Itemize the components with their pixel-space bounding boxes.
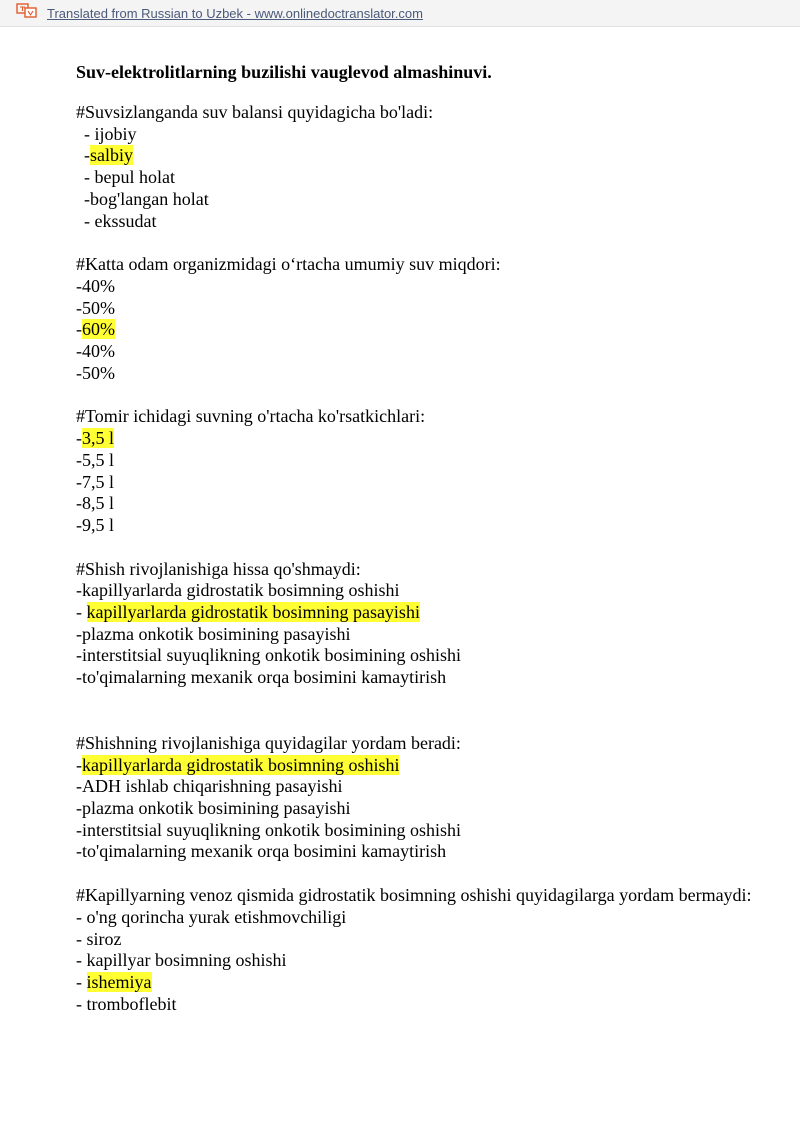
option-prefix: - bbox=[76, 341, 82, 362]
answer-option bbox=[76, 515, 776, 537]
answer-option bbox=[76, 820, 776, 842]
highlighted-answer-text: 60% bbox=[82, 319, 115, 340]
answer-option bbox=[76, 276, 776, 298]
option-prefix: - bbox=[76, 602, 87, 623]
option-text: interstitsial suyuqlikning onkotik bosimining oshishi bbox=[82, 645, 462, 666]
answer-option-correct bbox=[76, 972, 776, 994]
question-text: #Kapillyarning venoz qismida gidrostatik bosimning oshishi quyidagilarga yordam bermaydi: bbox=[76, 885, 752, 906]
highlighted-answer-text: ishemiya bbox=[86, 971, 152, 992]
answer-option bbox=[76, 950, 776, 972]
answer-option bbox=[76, 472, 776, 494]
option-text: o'ng qorincha yurak etishmovchiligi bbox=[86, 906, 347, 927]
answer-option bbox=[76, 841, 776, 863]
option-text: ekssudat bbox=[94, 210, 157, 231]
option-text: kapillyarlarda gidrostatik bosimning oshishi bbox=[82, 580, 400, 601]
option-prefix: - bbox=[76, 362, 82, 383]
option-prefix: - bbox=[76, 950, 87, 971]
question-block bbox=[76, 733, 776, 863]
option-prefix: - bbox=[76, 776, 82, 797]
answer-option bbox=[76, 189, 776, 211]
option-prefix: - bbox=[76, 971, 87, 992]
option-prefix: - bbox=[76, 623, 82, 644]
option-text: ADH ishlab chiqarishning pasayishi bbox=[82, 776, 343, 797]
option-text: 5,5 l bbox=[82, 449, 115, 470]
option-prefix: - bbox=[84, 145, 90, 166]
answer-option bbox=[76, 776, 776, 798]
answer-option-correct bbox=[76, 428, 776, 450]
option-prefix: - bbox=[76, 754, 82, 775]
option-text: tromboflebit bbox=[86, 993, 177, 1014]
question-text: #Shish rivojlanishiga hissa qo'shmaydi: bbox=[76, 558, 361, 579]
option-prefix: - bbox=[76, 493, 82, 514]
answer-option bbox=[76, 124, 776, 146]
option-prefix: - bbox=[76, 645, 82, 666]
answer-option-correct bbox=[76, 602, 776, 624]
option-prefix: - bbox=[76, 928, 87, 949]
answer-option bbox=[76, 667, 776, 689]
option-prefix: - bbox=[76, 819, 82, 840]
option-prefix: - bbox=[84, 210, 95, 231]
option-text: kapillyar bosimning oshishi bbox=[86, 950, 287, 971]
question-text: #Katta odam organizmidagi oʻrtacha umumiy suv miqdori: bbox=[76, 254, 501, 275]
answer-option bbox=[76, 994, 776, 1016]
option-prefix: - bbox=[76, 428, 82, 449]
highlighted-answer-text: 3,5 l bbox=[82, 428, 115, 449]
highlighted-answer-text: kapillyarlarda gidrostatik bosimning pasayishi bbox=[86, 602, 420, 623]
answer-option bbox=[76, 211, 776, 233]
translation-banner bbox=[0, 0, 800, 27]
highlighted-answer-text: salbiy bbox=[90, 145, 133, 166]
answer-option bbox=[76, 624, 776, 646]
option-text: 9,5 l bbox=[82, 514, 115, 535]
answer-option bbox=[76, 929, 776, 951]
option-prefix: - bbox=[76, 667, 82, 688]
option-prefix: - bbox=[76, 797, 82, 818]
answer-option-correct bbox=[76, 145, 776, 167]
option-text: interstitsial suyuqlikning onkotik bosimining oshishi bbox=[82, 819, 462, 840]
answer-option bbox=[76, 907, 776, 929]
answer-option bbox=[76, 798, 776, 820]
document-title: Suv-elektrolitlarning buzilishi vauglevod almashinuvi. bbox=[76, 62, 492, 82]
option-prefix: - bbox=[76, 514, 82, 535]
option-prefix: - bbox=[76, 275, 82, 296]
option-prefix: - bbox=[84, 167, 95, 188]
option-text: 50% bbox=[82, 297, 115, 318]
option-text: to'qimalarning mexanik orqa bosimini kamaytirish bbox=[82, 841, 447, 862]
option-prefix: - bbox=[76, 580, 82, 601]
option-prefix: - bbox=[76, 297, 82, 318]
option-text: ijobiy bbox=[94, 123, 137, 144]
option-prefix: - bbox=[84, 123, 95, 144]
option-text: 7,5 l bbox=[82, 471, 115, 492]
answer-option bbox=[76, 493, 776, 515]
answer-option-correct bbox=[76, 755, 776, 777]
answer-option bbox=[76, 580, 776, 602]
translate-icon bbox=[16, 3, 38, 19]
question-text: #Suvsizlanganda suv balansi quyidagicha bo'ladi: bbox=[76, 102, 434, 122]
option-prefix: - bbox=[76, 471, 82, 492]
option-text: 40% bbox=[82, 275, 115, 296]
option-prefix: - bbox=[76, 906, 87, 927]
option-text: plazma onkotik bosimining pasayishi bbox=[82, 623, 351, 644]
answer-option bbox=[76, 645, 776, 667]
question-block bbox=[76, 102, 776, 232]
option-text: to'qimalarning mexanik orqa bosimini kamaytirish bbox=[82, 667, 447, 688]
question-list bbox=[76, 102, 776, 1015]
document-body bbox=[76, 58, 776, 1037]
option-text: 40% bbox=[82, 341, 115, 362]
question-text: #Shishning rivojlanishiga quyidagilar yordam beradi: bbox=[76, 732, 461, 753]
answer-option bbox=[76, 341, 776, 363]
option-prefix: - bbox=[76, 449, 82, 470]
option-prefix: - bbox=[76, 841, 82, 862]
option-prefix: - bbox=[76, 319, 82, 340]
question-text: #Tomir ichidagi suvning o'rtacha ko'rsatkichlari: bbox=[76, 406, 426, 427]
translator-link[interactable]: Translated from Russian to Uzbek - www.onlinedoctranslator.com bbox=[47, 6, 423, 21]
option-text: plazma onkotik bosimining pasayishi bbox=[82, 797, 351, 818]
question-block bbox=[76, 406, 776, 536]
option-text: siroz bbox=[86, 928, 122, 949]
question-block bbox=[76, 559, 776, 689]
answer-option bbox=[76, 298, 776, 320]
highlighted-answer-text: kapillyarlarda gidrostatik bosimning oshishi bbox=[82, 754, 400, 775]
question-block bbox=[76, 885, 776, 1015]
answer-option-correct bbox=[76, 319, 776, 341]
option-text: bog'langan holat bbox=[90, 188, 209, 209]
option-prefix: - bbox=[84, 188, 90, 209]
option-text: bepul holat bbox=[94, 167, 175, 188]
option-text: 8,5 l bbox=[82, 493, 115, 514]
option-prefix: - bbox=[76, 993, 87, 1014]
question-block bbox=[76, 254, 776, 384]
answer-option bbox=[76, 450, 776, 472]
answer-option bbox=[76, 363, 776, 385]
answer-option bbox=[76, 167, 776, 189]
option-text: 50% bbox=[82, 362, 115, 383]
